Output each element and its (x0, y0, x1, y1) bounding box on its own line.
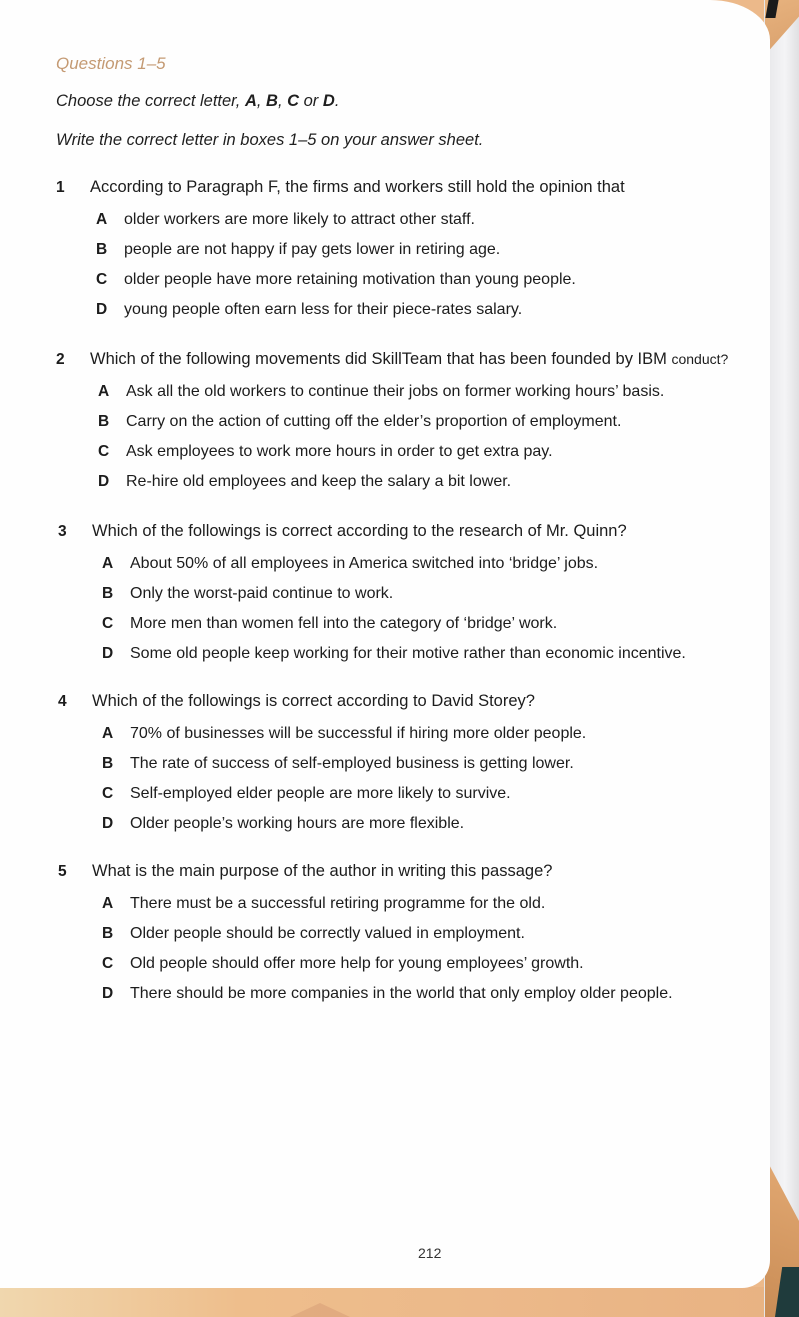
option-letter: D (102, 985, 114, 1002)
separator: , (256, 92, 267, 110)
option-text: Carry on the action of cutting off the elder’s proportion of employment. (126, 413, 622, 430)
option-letter: C (102, 615, 114, 632)
or-text: or (299, 92, 323, 110)
question-number: 1 (56, 179, 65, 196)
question-number: 5 (58, 863, 67, 880)
option-text: people are not happy if pay gets lower in retiring age. (124, 241, 501, 258)
option-letter: A (102, 895, 114, 912)
options-list (102, 725, 758, 845)
period: . (334, 92, 340, 110)
option-letter: D (102, 645, 114, 662)
questions-heading: Questions 1–5 (56, 54, 166, 73)
instruction-text: Choose the correct letter, (56, 92, 245, 110)
option-letter: D (102, 815, 114, 832)
option-d (98, 473, 756, 503)
option-letter: A (96, 211, 108, 228)
option-d (102, 645, 758, 675)
question-text-main: According to Paragraph F, the firms and workers still hold the opinion that (90, 178, 625, 196)
options-list (102, 895, 758, 1015)
option-text: Older people’s working hours are more flexible. (130, 815, 465, 832)
option-letter: B (96, 241, 108, 258)
option-a (102, 725, 758, 755)
option-text: Some old people keep working for their motive rather than economic incentive. (130, 645, 686, 662)
separator: , (277, 92, 288, 110)
option-c (96, 271, 756, 301)
option-b (102, 755, 758, 785)
question-stem (58, 692, 758, 711)
options-list (102, 555, 758, 675)
option-b (102, 925, 758, 955)
option-text: About 50% of all employees in America switched into ‘bridge’ jobs. (130, 555, 599, 572)
option-letter: A (98, 383, 110, 400)
question-3 (58, 522, 758, 675)
option-letter: C (96, 271, 108, 288)
option-c (98, 443, 756, 473)
option-letter: C (98, 443, 110, 460)
instruction-write: Write the correct letter in boxes 1–5 on your answer sheet. (56, 131, 484, 149)
option-a (98, 383, 756, 413)
question-text (90, 178, 625, 197)
question-text (92, 862, 552, 881)
option-text: Self-employed elder people are more likely to survive. (130, 785, 511, 802)
option-letter: B (98, 413, 110, 430)
option-text: Re-hire old employees and keep the salary a bit lower. (126, 473, 512, 490)
option-b (102, 585, 758, 615)
option-text: Only the worst-paid continue to work. (130, 585, 394, 602)
option-d (96, 301, 756, 331)
option-text: older workers are more likely to attract other staff. (124, 211, 475, 228)
letter-a: A (244, 92, 257, 110)
option-c (102, 955, 758, 985)
option-d (102, 815, 758, 845)
option-text: The rate of success of self-employed business is getting lower. (130, 755, 574, 772)
option-c (102, 785, 758, 815)
question-number: 4 (58, 693, 67, 710)
options-list (98, 383, 756, 503)
question-text-main: Which of the followings is correct according to the research of Mr. Quinn? (92, 522, 627, 540)
option-text: Ask all the old workers to continue their jobs on former working hours’ basis. (126, 383, 665, 400)
option-a (96, 211, 756, 241)
letter-b: B (266, 92, 278, 110)
question-text-main: What is the main purpose of the author in writing this passage? (92, 862, 553, 880)
option-letter: C (102, 785, 114, 802)
question-text-main: Which of the following movements did SkillTeam that has been founded by IBM (90, 350, 672, 368)
option-letter: C (102, 955, 114, 972)
letter-c: C (287, 92, 300, 110)
option-d (102, 985, 758, 1015)
option-letter: A (102, 725, 114, 742)
question-text (92, 692, 535, 711)
question-number: 3 (58, 523, 67, 540)
option-b (98, 413, 756, 443)
book-edge-bottom (0, 1287, 799, 1317)
option-text: Older people should be correctly valued in employment. (130, 925, 525, 942)
option-letter: A (102, 555, 114, 572)
question-stem (58, 862, 758, 881)
question-text-tail: conduct? (671, 351, 729, 367)
question-text (90, 350, 728, 369)
question-1 (56, 178, 756, 331)
option-a (102, 895, 758, 925)
option-text: Ask employees to work more hours in order to get extra pay. (126, 443, 553, 460)
option-text: More men than women fell into the category of ‘bridge’ work. (130, 615, 558, 632)
option-letter: B (102, 925, 114, 942)
option-text: There should be more companies in the world that only employ older people. (130, 985, 673, 1002)
question-5 (58, 862, 758, 1015)
question-2 (56, 350, 756, 503)
instruction-choose (56, 92, 339, 111)
letter-d: D (322, 92, 335, 110)
option-text: Old people should offer more help for young employees’ growth. (130, 955, 584, 972)
question-text-main: Which of the followings is correct according to David Storey? (92, 692, 535, 710)
option-letter: B (102, 755, 114, 772)
option-text: 70% of businesses will be successful if hiring more older people. (130, 725, 587, 742)
option-c (102, 615, 758, 645)
question-4 (58, 692, 758, 845)
question-stem (56, 350, 756, 369)
option-letter: B (102, 585, 114, 602)
option-text: young people often earn less for their piece-rates salary. (124, 301, 523, 318)
question-stem (56, 178, 756, 197)
option-letter: D (96, 301, 108, 318)
question-text (92, 522, 627, 541)
option-text: There must be a successful retiring programme for the old. (130, 895, 546, 912)
option-a (102, 555, 758, 585)
page-number: 212 (418, 1245, 442, 1261)
option-text: older people have more retaining motivation than young people. (124, 271, 576, 288)
question-stem (58, 522, 758, 541)
options-list (96, 211, 756, 331)
question-number: 2 (56, 351, 65, 368)
option-b (96, 241, 756, 271)
option-letter: D (98, 473, 110, 490)
